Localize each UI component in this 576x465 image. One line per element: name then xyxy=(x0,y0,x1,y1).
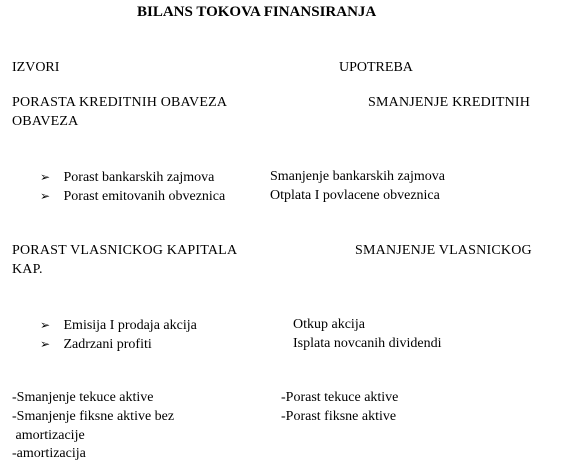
list-item xyxy=(40,169,214,186)
arrow-bullet-icon: ➢ xyxy=(40,318,51,332)
arrow-bullet-icon: ➢ xyxy=(40,170,51,184)
asset-line-right: -Porast fiksne aktive xyxy=(281,409,397,424)
asset-line: -Smanjenje fiksne aktive bez xyxy=(12,409,175,424)
document-title: BILANS TOKOVA FINANSIRANJA xyxy=(137,4,377,20)
list-item-text: Porast emitovanih obveznica xyxy=(63,189,226,204)
asset-line: amortizacije xyxy=(12,428,85,443)
list-item xyxy=(40,188,225,205)
list-item-text: Emisija I prodaja akcija xyxy=(63,318,197,333)
asset-line: -amortizacija xyxy=(12,446,86,461)
asset-line-right: -Porast tekuce aktive xyxy=(281,390,399,405)
list-item xyxy=(40,336,152,353)
section1-heading-continuation: OBAVEZA xyxy=(12,114,79,129)
list-item-right: Smanjenje bankarskih zajmova xyxy=(270,169,445,184)
section2-left-heading: PORAST VLASNICKOG KAPITALA xyxy=(12,243,238,258)
list-item xyxy=(40,317,197,334)
list-item-text: Zadrzani profiti xyxy=(63,337,152,352)
list-item-right: Isplata novcanih dividendi xyxy=(293,336,442,351)
column-header-uses: UPOTREBA xyxy=(339,60,413,75)
asset-line: -Smanjenje tekuce aktive xyxy=(12,390,154,405)
arrow-bullet-icon: ➢ xyxy=(40,337,51,351)
section2-heading-continuation: KAP. xyxy=(12,262,43,277)
section1-right-heading: SMANJENJE KREDITNIH xyxy=(368,95,531,110)
list-item-right: Otplata I povlacene obveznica xyxy=(270,188,440,203)
column-header-sources: IZVORI xyxy=(12,60,60,75)
list-item-right: Otkup akcija xyxy=(293,317,365,332)
arrow-bullet-icon: ➢ xyxy=(40,189,51,203)
section1-left-heading: PORASTA KREDITNIH OBAVEZA xyxy=(12,95,228,110)
list-item-text: Porast bankarskih zajmova xyxy=(63,170,215,185)
section2-right-heading: SMANJENJE VLASNICKOG xyxy=(355,243,532,258)
